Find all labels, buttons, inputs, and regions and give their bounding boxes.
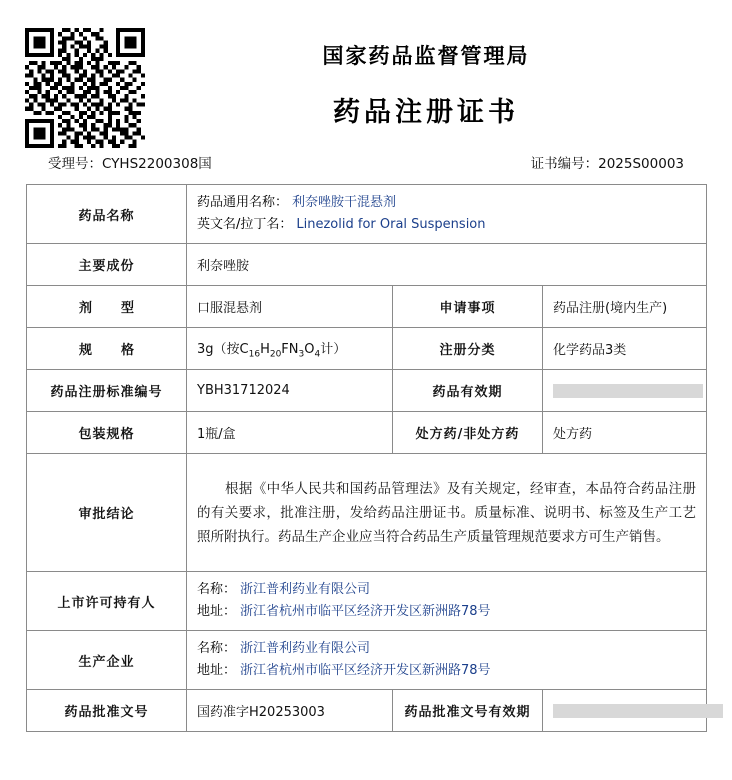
spec-sub-3: 3 (298, 349, 305, 360)
certificate-number-value: 2025S00003 (598, 156, 684, 172)
table-row-package (27, 412, 707, 454)
registration-category-label: 注册分类 (393, 328, 543, 370)
approval-number-validity-value (543, 690, 707, 732)
spec-sub-4: 4 (314, 349, 321, 360)
package-label: 包装规格 (27, 412, 187, 454)
drug-validity-label: 药品有效期 (393, 370, 543, 412)
table-row-approval-conclusion (27, 454, 707, 572)
approval-number-validity-label: 药品批准文号有效期 (393, 690, 543, 732)
manufacturer-name-value: 浙江普利药业有限公司 (240, 641, 371, 656)
dosage-form-label: 剂 型 (27, 286, 187, 328)
generic-name-key: 药品通用名称： (197, 195, 289, 210)
generic-name-line (197, 192, 696, 214)
specification-label: 规 格 (27, 328, 187, 370)
package-value: 1瓶/盒 (187, 412, 393, 454)
title-block (160, 40, 692, 129)
mah-cell (187, 572, 707, 631)
manufacturer-name-line (197, 638, 696, 660)
generic-name-value: 利奈唑胺干混悬剂 (292, 195, 397, 210)
drug-name-label: 药品名称 (27, 185, 187, 244)
redacted-approval-validity (553, 704, 723, 718)
table-row-specification (27, 328, 707, 370)
approval-conclusion-text: 根据《中华人民共和国药品管理法》及有关规定，经审查，本品符合药品注册的有关要求，批准注册，发给药品注册证书。质量标准、说明书、标签及生产工艺照所附执行。药品生产企业应当符合药品生产质量管理规范要求方可生产销售。 (197, 480, 697, 545)
manufacturer-cell (187, 631, 707, 690)
mah-name-line (197, 579, 696, 601)
acceptance-number-value: CYHS2200308国 (102, 156, 212, 172)
document-header (0, 0, 732, 148)
spec-mid-2: FN (281, 341, 299, 357)
application-label: 申请事项 (393, 286, 543, 328)
ingredient-label: 主要成份 (27, 244, 187, 286)
manufacturer-address-value: 浙江省杭州市临平区经济开发区新洲路78号 (240, 663, 491, 678)
organization-title: 国家药品监督管理局 (322, 44, 530, 68)
acceptance-number (48, 152, 212, 172)
certificate-number-label: 证书编号： (530, 156, 599, 172)
prescription-value: 处方药 (543, 412, 707, 454)
dosage-form-value: 口服混悬剂 (187, 286, 393, 328)
approval-conclusion-label: 审批结论 (27, 454, 187, 572)
mah-address-line (197, 601, 696, 623)
qr-code-svg (25, 28, 145, 148)
mah-label: 上市许可持有人 (27, 572, 187, 631)
mah-address-key: 地址： (197, 604, 237, 619)
mah-address-value: 浙江省杭州市临平区经济开发区新洲路78号 (240, 604, 491, 619)
acceptance-number-label: 受理号： (48, 156, 102, 172)
manufacturer-label: 生产企业 (27, 631, 187, 690)
prescription-label: 处方药/非处方药 (393, 412, 543, 454)
manufacturer-name-key: 名称： (197, 641, 237, 656)
manufacturer-address-line (197, 660, 696, 682)
table-row-dosage-form (27, 286, 707, 328)
drug-validity-value (543, 370, 707, 412)
table-row-approval-number (27, 690, 707, 732)
redacted-validity (553, 384, 703, 398)
certificate-number (531, 152, 684, 172)
approval-number-label: 药品批准文号 (27, 690, 187, 732)
standard-code-value: YBH31712024 (187, 370, 393, 412)
spec-mid-3: O (304, 341, 315, 357)
table-row-drug-name (27, 185, 707, 244)
english-name-value: Linezolid for Oral Suspension (296, 217, 486, 232)
table-row-ingredient (27, 244, 707, 286)
registration-category-value: 化学药品3类 (543, 328, 707, 370)
english-name-key: 英文名/拉丁名： (197, 217, 293, 232)
spec-mid-1: H (260, 341, 270, 357)
spec-sub-2: 20 (269, 349, 282, 360)
qr-code-icon (25, 28, 145, 148)
approval-conclusion-cell (187, 454, 707, 572)
spec-suffix: 计） (320, 341, 347, 357)
certificate-table (26, 184, 707, 732)
mah-name-key: 名称： (197, 582, 237, 597)
standard-code-label: 药品注册标准编号 (27, 370, 187, 412)
english-name-line (197, 214, 696, 236)
table-row-standard-code (27, 370, 707, 412)
table-row-manufacturer (27, 631, 707, 690)
approval-number-value: 国药准字H20253003 (187, 690, 393, 732)
meta-row (48, 148, 684, 178)
manufacturer-address-key: 地址： (197, 663, 237, 678)
spec-prefix: 3g（按C (197, 341, 249, 357)
table-row-mah (27, 572, 707, 631)
document-title: 药品注册证书 (333, 97, 519, 128)
application-value: 药品注册(境内生产) (543, 286, 707, 328)
drug-name-value-cell (187, 185, 707, 244)
specification-value (187, 328, 393, 370)
spec-sub-1: 16 (248, 349, 261, 360)
mah-name-value: 浙江普利药业有限公司 (240, 582, 371, 597)
ingredient-value: 利奈唑胺 (187, 244, 707, 286)
